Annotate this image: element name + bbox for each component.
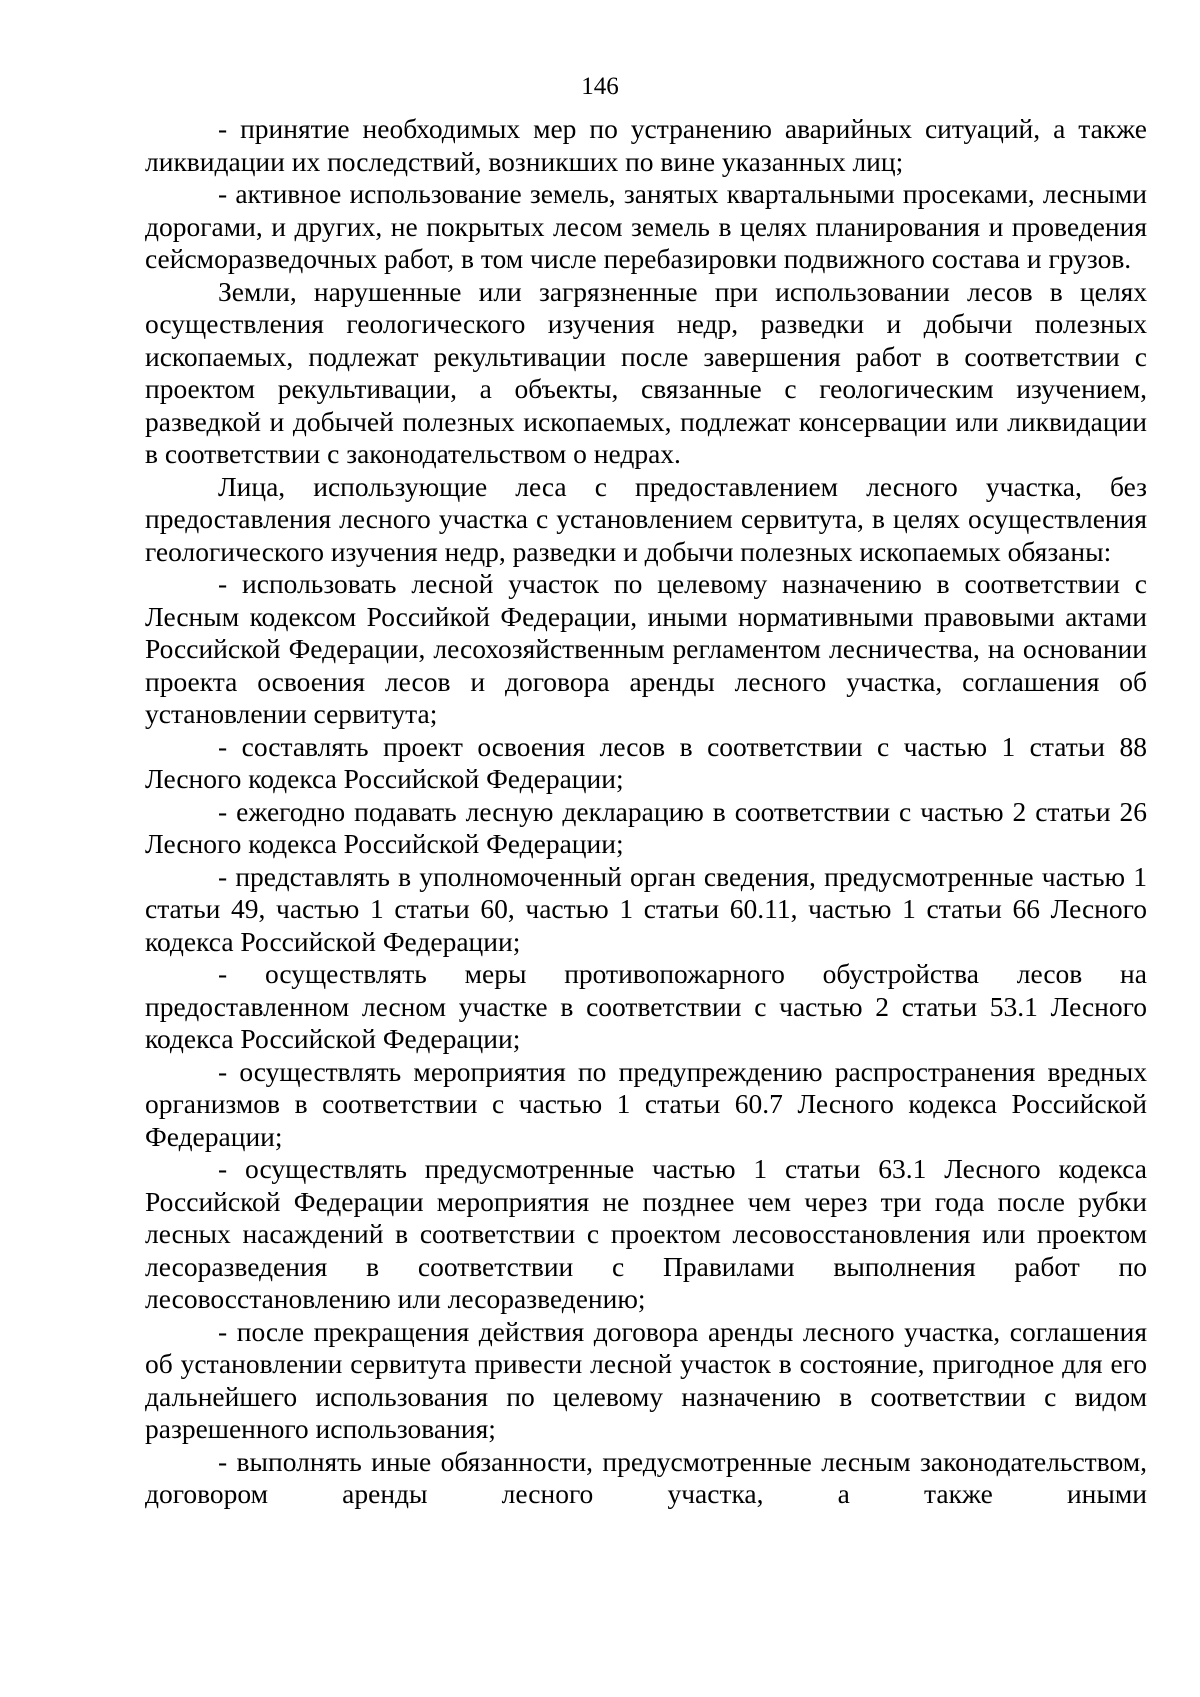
paragraph-land-use-seismic: - активное использование земель, занятых квартальными просеками, лесными дорогами, и других, не покрытых лесом земель в целях планирования и проведения сейсморазведочных работ, в том числе перебазировки подвижного состава и грузов. (145, 178, 1147, 274)
paragraph-obligation-project: - составлять проект освоения лесов в соответствии с частью 1 статьи 88 Лесного кодекса Российской Федерации; (145, 730, 1147, 794)
paragraph-obligation-reforestation: - осуществлять предусмотренные частью 1 статьи 63.1 Лесного кодекса Российской Федерации мероприятия не позднее чем через три года после рубки лесных насаждений в соответствии с проектом лесовосстановления или проектом лесоразведения в соответствии с Правилами выполнения работ по лесовосстановлению или лесоразведению; (145, 1153, 1147, 1314)
page-number: 146 (581, 73, 619, 100)
document-body (145, 113, 1147, 1511)
paragraph-recultivation: Земли, нарушенные или загрязненные при использовании лесов в целях осуществления геологического изучения недр, разведки и добычи полезных ископаемых, подлежат рекультивации после завершения работ в соответствии с проектом рекультивации, а объекты, связанные с геологическим изучением, разведкой и добычей полезных ископаемых, подлежат консервации или ликвидации в соответствии с законодательством о недрах. (145, 275, 1147, 469)
paragraph-obligations-intro: Лица, использующие леса с предоставлением лесного участка, без предоставления лесного участка с установлением сервитута, в целях осуществления геологического изучения недр, разведки и добычи полезных ископаемых обязаны: (145, 470, 1147, 567)
paragraph-obligation-pest-control: - осуществлять мероприятия по предупреждению распространения вредных организмов в соответствии с частью 1 статьи 60.7 Лесного кодекса Российской Федерации; (145, 1055, 1147, 1152)
paragraph-obligation-restoration: - после прекращения действия договора аренды лесного участка, соглашения об установлении сервитута привести лесной участок в состояние, пригодное для его дальнейшего использования по целевому назначению в соответствии с видом разрешенного использования; (145, 1315, 1147, 1444)
paragraph-obligation-declaration: - ежегодно подавать лесную декларацию в соответствии с частью 2 статьи 26 Лесного кодекса Российской Федерации; (145, 795, 1147, 859)
paragraph-obligation-target-use: - использовать лесной участок по целевому назначению в соответствии с Лесным кодексом Российкой Федерации, иными нормативными правовыми актами Российской Федерации, лесохозяйственным регламентом лесничества, на основании проекта освоения лесов и договора аренды лесного участка, соглашения об установлении сервитута; (145, 568, 1147, 729)
paragraph-emergency-measures: - принятие необходимых мер по устранению аварийных ситуаций, а также ликвидации их последствий, возникших по вине указанных лиц; (145, 113, 1147, 177)
paragraph-obligation-other: - выполнять иные обязанности, предусмотренные лесным законодательством, договором аренды лесного участка, а также иными (145, 1445, 1147, 1509)
paragraph-obligation-fire-safety: - осуществлять меры противопожарного обустройства лесов на предоставленном лесном участке в соответствии с частью 2 статьи 53.1 Лесного кодекса Российской Федерации; (145, 958, 1147, 1054)
paragraph-obligation-reporting: - представлять в уполномоченный орган сведения, предусмотренные частью 1 статьи 49, частью 1 статьи 60, частью 1 статьи 60.11, частью 1 статьи 66 Лесного кодекса Российской Федерации; (145, 860, 1147, 957)
